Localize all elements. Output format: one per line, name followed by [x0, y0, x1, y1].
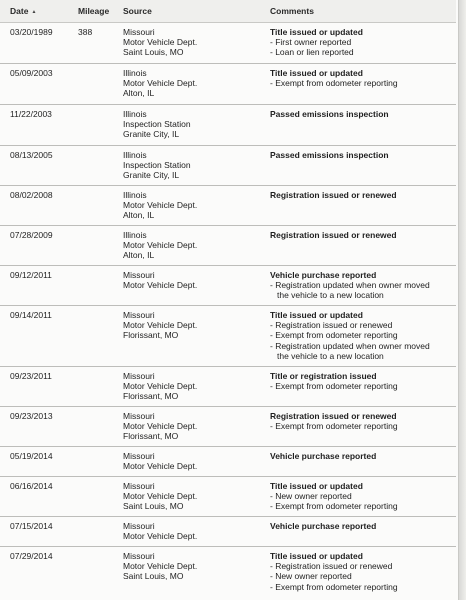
- comment-detail: - New owner reported: [270, 571, 352, 582]
- source-line: Missouri: [123, 270, 155, 280]
- comment-detail: - Registration issued or renewed: [270, 320, 393, 331]
- row-date: 11/22/2003: [10, 109, 52, 119]
- source-line: Illinois: [123, 68, 147, 78]
- comment-title: Title or registration issued: [270, 371, 377, 381]
- comment-detail: - Exempt from odometer reporting: [270, 381, 398, 392]
- table-row: [0, 516, 456, 547]
- comment-detail: - Exempt from odometer reporting: [270, 421, 398, 432]
- row-source: [123, 551, 197, 582]
- row-source: [123, 371, 197, 402]
- row-date: 09/23/2013: [10, 411, 53, 421]
- table-row: [0, 305, 456, 367]
- date-header-label: Date: [10, 6, 29, 16]
- row-comments: [270, 27, 363, 58]
- comment-title: Title issued or updated: [270, 310, 363, 320]
- source-line: Motor Vehicle Dept.: [123, 320, 198, 331]
- table-row: [0, 265, 456, 306]
- table-row: [0, 366, 456, 407]
- row-source: [123, 27, 197, 58]
- table-row: [0, 446, 456, 477]
- comment-detail: - Registration updated when owner moved: [270, 340, 430, 351]
- row-date: 03/20/1989: [10, 27, 53, 37]
- source-line: Saint Louis, MO: [123, 47, 184, 58]
- row-comments: [270, 451, 376, 461]
- source-line: Illinois: [123, 230, 147, 240]
- table-row: [0, 185, 456, 226]
- row-date: 07/29/2014: [10, 551, 53, 561]
- source-line: Missouri: [123, 27, 155, 37]
- table-row: [0, 104, 456, 146]
- source-line: Missouri: [123, 310, 155, 320]
- source-line: Missouri: [123, 451, 155, 461]
- table-row: [0, 546, 456, 600]
- mileage-column-header: Mileage: [78, 6, 110, 16]
- source-line: Illinois: [123, 109, 147, 119]
- row-source: [123, 270, 197, 290]
- comments-column-header: Comments: [270, 6, 314, 16]
- row-comments: [270, 310, 430, 361]
- source-line: Missouri: [123, 371, 155, 381]
- comment-detail: - First owner reported: [270, 37, 352, 48]
- row-comments: [270, 481, 398, 512]
- source-line: Alton, IL: [123, 88, 155, 99]
- comment-title: Registration issued or renewed: [270, 230, 397, 240]
- source-line: Motor Vehicle Dept.: [123, 78, 198, 89]
- comment-title: Title issued or updated: [270, 481, 363, 491]
- table-row: [0, 406, 456, 447]
- source-line: Alton, IL: [123, 250, 155, 261]
- comment-detail: - Loan or lien reported: [270, 47, 354, 58]
- row-date: 07/15/2014: [10, 521, 53, 531]
- row-comments: [270, 109, 389, 119]
- source-line: Illinois: [123, 150, 147, 160]
- comment-title: Registration issued or renewed: [270, 411, 397, 421]
- row-date: 08/13/2005: [10, 150, 53, 160]
- comment-detail: - Registration updated when owner moved: [270, 280, 430, 291]
- row-date: 09/23/2011: [10, 371, 52, 381]
- row-date: 09/12/2011: [10, 270, 52, 280]
- comment-title: Title issued or updated: [270, 27, 363, 37]
- row-source: [123, 521, 197, 541]
- row-source: [123, 230, 197, 261]
- source-column-header: Source: [123, 6, 152, 16]
- source-line: Motor Vehicle Dept.: [123, 421, 198, 432]
- source-line: Illinois: [123, 190, 147, 200]
- comment-title: Passed emissions inspection: [270, 150, 389, 160]
- source-line: Motor Vehicle Dept.: [123, 240, 198, 251]
- source-line: Missouri: [123, 551, 155, 561]
- table-row: [0, 225, 456, 266]
- sort-ascending-icon: ▲: [31, 9, 37, 15]
- table-row: [0, 22, 456, 64]
- row-comments: [270, 411, 398, 431]
- row-source: [123, 481, 197, 512]
- table-row: [0, 476, 456, 517]
- table-header: [0, 0, 456, 23]
- source-line: Saint Louis, MO: [123, 501, 184, 512]
- row-date: 09/14/2011: [10, 310, 52, 320]
- row-source: [123, 411, 197, 442]
- row-comments: [270, 371, 398, 391]
- comment-title: Passed emissions inspection: [270, 109, 389, 119]
- table-row: [0, 145, 456, 186]
- source-line: Florissant, MO: [123, 431, 179, 442]
- source-line: Missouri: [123, 411, 155, 421]
- row-source: [123, 109, 191, 140]
- row-comments: [270, 150, 389, 160]
- source-line: Missouri: [123, 481, 155, 491]
- row-mileage: 388: [78, 27, 93, 37]
- row-date: 06/16/2014: [10, 481, 53, 491]
- comment-title: Vehicle purchase reported: [270, 270, 377, 280]
- source-line: Florissant, MO: [123, 391, 179, 402]
- source-line: Inspection Station: [123, 119, 191, 130]
- row-source: [123, 451, 197, 471]
- source-line: Motor Vehicle Dept.: [123, 531, 198, 542]
- comment-title: Title issued or updated: [270, 68, 363, 78]
- row-comments: [270, 190, 397, 200]
- comment-title: Title issued or updated: [270, 551, 363, 561]
- source-line: Motor Vehicle Dept.: [123, 561, 198, 572]
- row-comments: [270, 521, 376, 531]
- row-source: [123, 150, 191, 181]
- source-line: Motor Vehicle Dept.: [123, 280, 198, 291]
- row-date: 05/09/2003: [10, 68, 53, 78]
- source-line: Saint Louis, MO: [123, 571, 184, 582]
- comment-detail: - New owner reported: [270, 491, 352, 502]
- comment-detail: - Exempt from odometer reporting: [270, 330, 398, 341]
- date-column-header[interactable]: [10, 6, 36, 16]
- comment-detail: - Exempt from odometer reporting: [270, 581, 398, 592]
- source-line: Motor Vehicle Dept.: [123, 491, 198, 502]
- scan-edge: [459, 0, 466, 600]
- comment-title: Registration issued or renewed: [270, 190, 397, 200]
- row-source: [123, 68, 197, 99]
- source-line: Motor Vehicle Dept.: [123, 200, 198, 211]
- comment-detail: the vehicle to a new location: [277, 290, 384, 301]
- comment-detail: - Exempt from odometer reporting: [270, 78, 398, 89]
- row-comments: [270, 230, 397, 240]
- row-date: 05/19/2014: [10, 451, 53, 461]
- row-comments: [270, 68, 398, 88]
- source-line: Motor Vehicle Dept.: [123, 461, 198, 472]
- comment-detail: the vehicle to a new location: [277, 350, 384, 361]
- source-line: Missouri: [123, 521, 155, 531]
- source-line: Motor Vehicle Dept.: [123, 37, 198, 48]
- row-source: [123, 190, 197, 221]
- row-date: 08/02/2008: [10, 190, 53, 200]
- table-row: [0, 63, 456, 105]
- comment-title: Vehicle purchase reported: [270, 521, 377, 531]
- comment-detail: - Exempt from odometer reporting: [270, 501, 398, 512]
- row-comments: [270, 270, 430, 301]
- source-line: Granite City, IL: [123, 170, 180, 181]
- row-source: [123, 310, 197, 341]
- source-line: Inspection Station: [123, 160, 191, 171]
- row-comments: [270, 551, 398, 592]
- row-date: 07/28/2009: [10, 230, 53, 240]
- source-line: Granite City, IL: [123, 129, 180, 140]
- comment-detail: - Registration issued or renewed: [270, 561, 393, 572]
- source-line: Alton, IL: [123, 210, 155, 221]
- comment-title: Vehicle purchase reported: [270, 451, 377, 461]
- source-line: Florissant, MO: [123, 330, 179, 341]
- source-line: Motor Vehicle Dept.: [123, 381, 198, 392]
